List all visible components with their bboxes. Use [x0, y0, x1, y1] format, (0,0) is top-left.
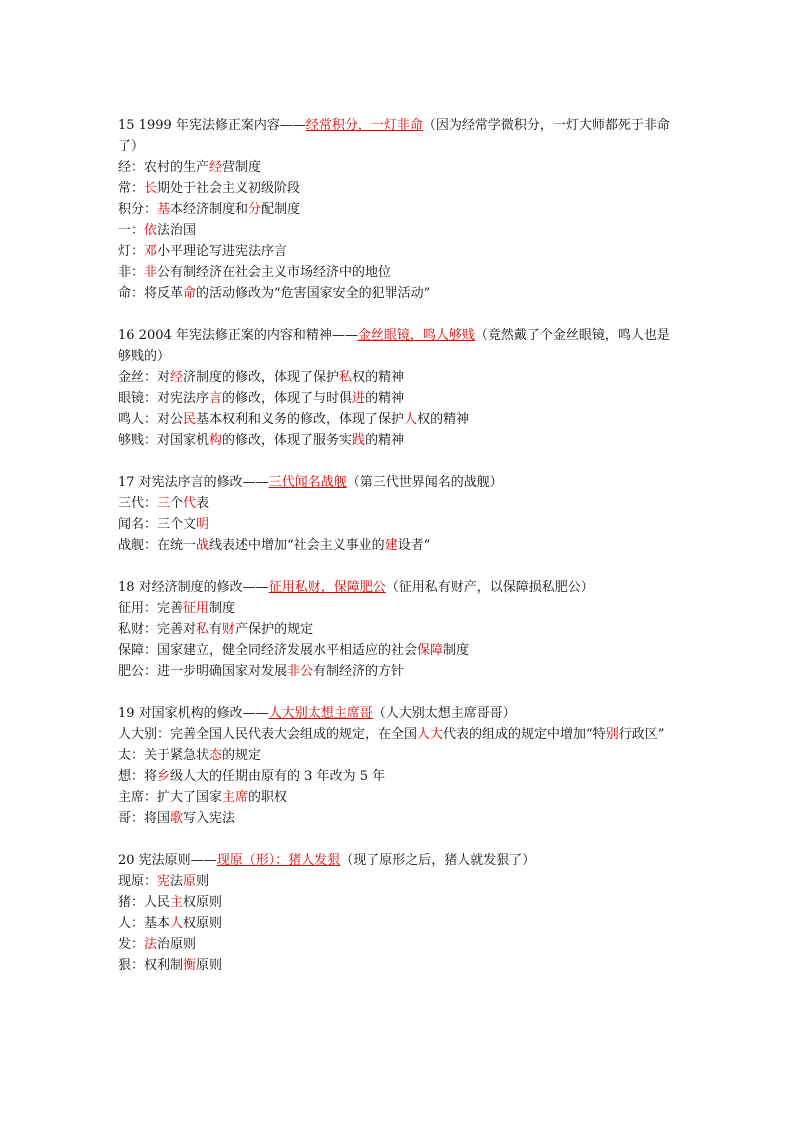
key-character: 长	[144, 181, 158, 196]
item-text: 灯：	[118, 244, 145, 259]
item-text: 权原则	[183, 895, 223, 910]
key-character: 命	[183, 286, 197, 301]
item-text: 金丝：对	[118, 370, 171, 385]
mnemonic-item	[118, 388, 678, 409]
mnemonic-item	[118, 199, 678, 220]
mnemonic-item	[118, 934, 678, 955]
mnemonic-phrase: 征用私财，保障肥公	[268, 580, 386, 595]
mnemonic-phrase: 现原（形）：猪人发狠	[216, 853, 341, 868]
item-text: 闻名：三个文	[118, 517, 197, 532]
item-text: 原则	[196, 958, 223, 973]
key-character: 主席	[222, 790, 249, 805]
item-text: 眼镜：对宪法序	[118, 391, 210, 406]
item-text: 的修改，体现了服务实	[222, 433, 353, 448]
section-heading	[118, 850, 678, 871]
key-character: 衡	[183, 958, 197, 973]
item-text: 太：关于紧急状	[118, 748, 210, 763]
mnemonic-phrase: 经常积分，一灯非命	[305, 118, 423, 133]
item-text: 表	[196, 496, 210, 511]
key-character: 原	[183, 874, 197, 889]
item-text: 三代：	[118, 496, 158, 511]
item-text: 的规定	[222, 748, 262, 763]
mnemonic-item	[118, 409, 678, 430]
item-text: 线表述中增加“社会主义事业的	[209, 538, 385, 553]
item-text: 制度	[209, 601, 236, 616]
item-text: 法	[170, 874, 184, 889]
key-character: 基	[157, 202, 171, 217]
key-character: 非	[144, 265, 158, 280]
item-text: 有制经济的方针	[313, 664, 405, 679]
key-character: 明	[196, 517, 210, 532]
item-text: 级人大的任期由原有的 3 年改为 5 年	[170, 769, 386, 784]
mnemonic-item	[118, 430, 678, 451]
mnemonic-item	[118, 262, 678, 283]
item-text: 常：	[118, 181, 145, 196]
mnemonic-item	[118, 892, 678, 913]
key-character: 践	[352, 433, 366, 448]
item-text: 狠：权利制	[118, 958, 184, 973]
item-text: 想：将	[118, 769, 158, 784]
key-character: 保障	[417, 643, 444, 658]
mnemonic-item	[118, 913, 678, 934]
item-text: 设者”	[397, 538, 431, 553]
key-character: 法	[144, 937, 158, 952]
key-character: 人大	[417, 727, 444, 742]
item-text: 经：农村的生产	[118, 160, 210, 175]
key-character: 主	[170, 895, 184, 910]
heading-text: 20 宪法原则——	[118, 853, 217, 868]
heading-text: 17 对宪法序言的修改——	[118, 475, 269, 490]
item-text: 个	[170, 496, 184, 511]
item-text: 权的精神	[417, 412, 470, 427]
item-text: 营制度	[222, 160, 262, 175]
key-character: 三	[157, 496, 171, 511]
key-character: 乡	[157, 769, 171, 784]
item-text: 主席：扩大了国家	[118, 790, 223, 805]
item-text: 则	[196, 874, 210, 889]
mnemonic-item	[118, 871, 678, 892]
key-character: 私	[339, 370, 353, 385]
document-page	[118, 115, 678, 997]
section-heading	[118, 577, 678, 598]
mnemonic-item	[118, 619, 678, 640]
mnemonic-section	[118, 850, 678, 976]
mnemonic-item	[118, 745, 678, 766]
key-character: 经	[170, 370, 184, 385]
key-character: 经	[209, 160, 223, 175]
mnemonic-section	[118, 703, 678, 829]
section-heading	[118, 115, 678, 157]
heading-text: 15 1999 年宪法修正案内容——	[118, 118, 306, 133]
item-text: 公有制经济在社会主义市场经济中的地位	[157, 265, 392, 280]
item-text: 鸣人：对公	[118, 412, 184, 427]
key-character: 别	[605, 727, 619, 742]
mnemonic-item	[118, 766, 678, 787]
item-text: 有	[209, 622, 223, 637]
key-character: 征用	[183, 601, 210, 616]
item-text: 的精神	[365, 391, 405, 406]
mnemonic-section	[118, 115, 678, 304]
item-text: 人：基本	[118, 916, 171, 931]
item-text: 人大别：完善全国人民代表大会组成的规定，在全国	[118, 727, 418, 742]
item-text: 代表的组成的规定中增加“特	[443, 727, 606, 742]
key-character: 人	[404, 412, 418, 427]
item-text: 配制度	[261, 202, 301, 217]
item-text: 治原则	[157, 937, 197, 952]
item-text: 战舰：在统一	[118, 538, 197, 553]
section-heading	[118, 325, 678, 367]
item-text: 济制度的修改，体现了保护	[183, 370, 340, 385]
mnemonic-section	[118, 325, 678, 451]
item-text: 积分：	[118, 202, 158, 217]
mnemonic-item	[118, 178, 678, 199]
item-text: 保障：国家建立，健全同经济发展水平相适应的社会	[118, 643, 418, 658]
item-text: 小平理论写进宪法序言	[157, 244, 288, 259]
key-character: 进	[352, 391, 366, 406]
heading-text: （竟然戴了个金丝眼镜，鸣人也是够贱的）	[118, 328, 670, 364]
item-text: 的精神	[365, 433, 405, 448]
mnemonic-item	[118, 220, 678, 241]
item-text: 的活动修改为“危害国家安全的犯罪活动”	[196, 286, 431, 301]
item-text: 发：	[118, 937, 145, 952]
key-character: 构	[209, 433, 223, 448]
item-text: 产保护的规定	[235, 622, 314, 637]
item-text: 肥公：进一步明确国家对发展	[118, 664, 288, 679]
key-character: 依	[144, 223, 158, 238]
item-text: 本经济制度和	[170, 202, 249, 217]
section-heading	[118, 472, 678, 493]
mnemonic-item	[118, 640, 678, 661]
heading-text: （因为经常学微积分，一灯大师都死于非命了）	[118, 118, 670, 154]
mnemonic-phrase: 三代闻名战舰	[268, 475, 347, 490]
mnemonic-item	[118, 535, 678, 556]
heading-text: （征用私有财产，以保障损私肥公）	[385, 580, 594, 595]
item-text: 权的精神	[352, 370, 405, 385]
key-character: 歌	[170, 811, 184, 826]
item-text: 的修改，体现了与时俱	[222, 391, 353, 406]
item-text: 哥：将国	[118, 811, 171, 826]
item-text: 权原则	[183, 916, 223, 931]
item-text: 行政区”	[618, 727, 665, 742]
item-text: 期处于社会主义初级阶段	[157, 181, 301, 196]
item-text: 命：将反革	[118, 286, 184, 301]
mnemonic-section	[118, 472, 678, 556]
heading-text: （第三代世界闻名的战舰）	[346, 475, 503, 490]
key-character: 非公	[287, 664, 314, 679]
heading-text: 18 对经济制度的修改——	[118, 580, 269, 595]
heading-text: （人大别太想主席哥哥）	[372, 706, 516, 721]
heading-text: 16 2004 年宪法修正案的内容和精神——	[118, 328, 358, 343]
key-character: 财	[222, 622, 236, 637]
key-character: 私	[196, 622, 210, 637]
item-text: 私财：完善对	[118, 622, 197, 637]
key-character: 人	[170, 916, 184, 931]
item-text: 非：	[118, 265, 145, 280]
heading-text: 19 对国家机构的修改——	[118, 706, 269, 721]
key-character: 民	[183, 412, 197, 427]
item-text: 现原：	[118, 874, 158, 889]
mnemonic-phrase: 金丝眼镜，鸣人够贱	[357, 328, 475, 343]
mnemonic-item	[118, 367, 678, 388]
mnemonic-item	[118, 724, 678, 745]
mnemonic-section	[118, 577, 678, 682]
key-character: 代	[183, 496, 197, 511]
item-text: 写入宪法	[183, 811, 236, 826]
key-character: 态	[209, 748, 223, 763]
mnemonic-item	[118, 241, 678, 262]
item-text: 制度	[443, 643, 470, 658]
item-text: 够贱：对国家机	[118, 433, 210, 448]
mnemonic-phrase: 人大别太想主席哥	[268, 706, 373, 721]
key-character: 言	[209, 391, 223, 406]
mnemonic-item	[118, 157, 678, 178]
key-character: 宪	[157, 874, 171, 889]
heading-text: （现了原形之后，猪人就发狠了）	[340, 853, 536, 868]
item-text: 猪：人民	[118, 895, 171, 910]
item-text: 一：	[118, 223, 145, 238]
mnemonic-item	[118, 955, 678, 976]
item-text: 的职权	[248, 790, 288, 805]
mnemonic-item	[118, 661, 678, 682]
mnemonic-item	[118, 493, 678, 514]
key-character: 邓	[144, 244, 158, 259]
section-heading	[118, 703, 678, 724]
item-text: 法治国	[157, 223, 197, 238]
mnemonic-item	[118, 514, 678, 535]
key-character: 建	[384, 538, 398, 553]
mnemonic-item	[118, 787, 678, 808]
item-text: 征用：完善	[118, 601, 184, 616]
item-text: 基本权利和义务的修改，体现了保护	[196, 412, 405, 427]
mnemonic-item	[118, 598, 678, 619]
mnemonic-item	[118, 808, 678, 829]
mnemonic-item	[118, 283, 678, 304]
key-character: 分	[248, 202, 262, 217]
key-character: 战	[196, 538, 210, 553]
